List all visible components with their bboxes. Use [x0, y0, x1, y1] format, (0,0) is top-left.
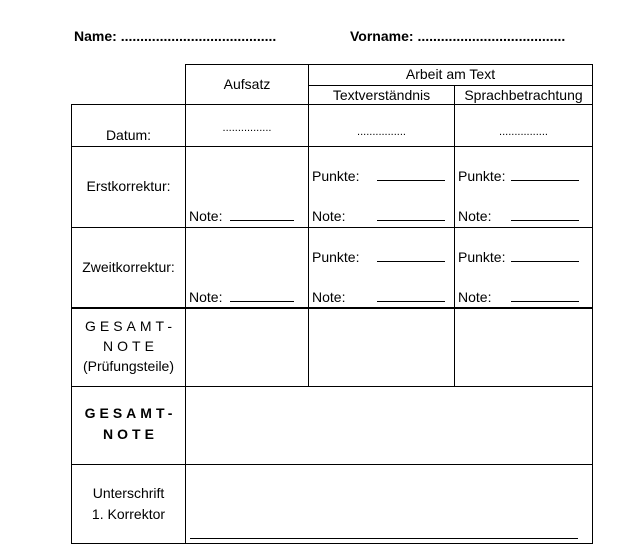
line-datum-bottom [71, 146, 593, 147]
note-blank [377, 289, 445, 302]
erst-aufsatz-note [189, 208, 294, 224]
row-label-erstkorrektur: Erstkorrektur: [86, 178, 171, 194]
punkte-blank [511, 249, 579, 262]
note-label: Note: [189, 289, 223, 305]
line-right [592, 64, 593, 544]
unterschrift-line1: Unterschrift [92, 485, 165, 501]
line-gesamt-bottom [71, 464, 593, 465]
col-header-arbeit-am-text: Arbeit am Text [405, 66, 496, 82]
unterschrift-line2: 1. Korrektor [91, 506, 166, 522]
vorname-field [350, 28, 565, 44]
col-header-textverstaendnis: Textverständnis [332, 87, 431, 103]
note-blank [377, 208, 445, 221]
line-zweit-bottom [71, 307, 593, 309]
note-label: Note: [189, 208, 223, 224]
note-blank [511, 208, 579, 221]
line-aufsatz-left [185, 64, 186, 544]
line-subheader [308, 85, 593, 86]
note-blank [230, 289, 294, 302]
line-erst-bottom [71, 227, 593, 228]
punkte-label: Punkte: [458, 249, 506, 265]
gesamtnote-pt-line3: (Prüfungsteile) [82, 358, 175, 374]
note-blank [230, 208, 294, 221]
name-dots: ........................................ [120, 28, 277, 44]
date-field-aufsatz: ................ [222, 122, 272, 134]
row-label-zweitkorrektur: Zweitkorrektur: [82, 259, 175, 275]
erst-sb-note [458, 208, 579, 224]
note-label: Note: [312, 208, 346, 224]
line-tv-left [308, 64, 309, 387]
zweit-tv-punkte [312, 249, 445, 265]
gesamtnote-pt-line2: NOTE [103, 338, 158, 354]
punkte-label: Punkte: [312, 168, 360, 184]
vorname-label: Vorname: [350, 28, 414, 44]
gesamtnote-line2: NOTE [103, 426, 158, 442]
erst-tv-punkte [312, 168, 445, 184]
date-field-sprachbetrachtung: ................ [499, 126, 548, 138]
line-gesamt-pt-bottom [71, 386, 593, 387]
zweit-sb-punkte [458, 249, 579, 265]
erst-sb-punkte [458, 168, 579, 184]
zweit-aufsatz-note [189, 289, 294, 305]
signature-line [190, 538, 578, 539]
punkte-label: Punkte: [458, 168, 506, 184]
erst-tv-note [312, 208, 445, 224]
punkte-blank [377, 168, 445, 181]
note-label: Note: [458, 208, 492, 224]
note-blank [511, 289, 579, 302]
name-label: Name: [74, 28, 117, 44]
line-header-bottom [71, 104, 593, 105]
gesamtnote-pt-line1: GESAMT- [84, 318, 176, 334]
vorname-dots: ...................................... [417, 28, 566, 44]
punkte-blank [511, 168, 579, 181]
name-field [74, 28, 276, 44]
punkte-blank [377, 249, 445, 262]
note-label: Note: [312, 289, 346, 305]
gesamtnote-line1: GESAMT- [84, 405, 177, 421]
row-label-datum: Datum: [105, 127, 152, 143]
date-field-textverstaendnis: ................ [357, 126, 406, 138]
line-table-bottom [71, 543, 593, 544]
col-header-aufsatz: Aufsatz [223, 76, 271, 92]
note-label: Note: [458, 289, 492, 305]
zweit-sb-note [458, 289, 579, 305]
col-header-sprachbetrachtung: Sprachbetrachtung [464, 87, 583, 103]
line-top [185, 64, 593, 65]
punkte-label: Punkte: [312, 249, 360, 265]
zweit-tv-note [312, 289, 445, 305]
